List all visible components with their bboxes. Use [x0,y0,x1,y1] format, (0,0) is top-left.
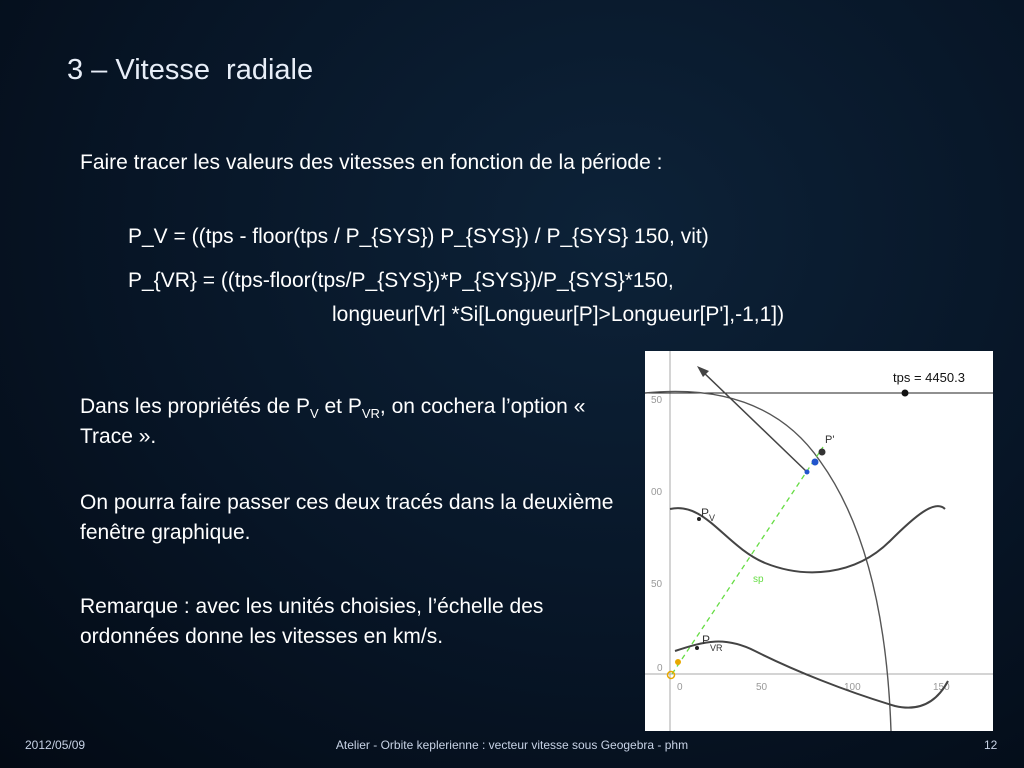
paragraph-remark: Remarque : avec les unités choisies, l’échelle des ordonnées donne les vitesses en km/s. [80,595,544,648]
sp-segment [672,447,823,674]
y-tick: 00 [651,487,663,498]
velocity-vector [701,370,807,472]
footer-title: Atelier - Orbite keplerienne : vecteur vitesse sous Geogebra - phm [335,738,689,752]
p1-text-a: Dans les propriétés de P [80,395,310,418]
pvr-label: P [702,633,711,647]
p1-text-b: et P [318,395,362,418]
sp-label: sp [753,574,764,585]
point-blue-small[interactable] [805,470,810,475]
focus-point[interactable] [675,659,681,665]
formula-pvr-line2: longueur[Vr] *Si[Longueur[P]>Longueur[P'],-1,1]) [332,303,785,326]
tps-label: tps = 4450.3 [893,370,965,385]
x-tick: 0 [677,682,683,693]
p1-sub-v: V [309,406,319,421]
orbit-arc [645,391,891,731]
point-pvr[interactable] [695,646,699,650]
pv-label: P [701,506,710,520]
p1-text-c: , on cochera l’option « Trace ». [80,395,586,448]
point-p-prime[interactable] [819,449,826,456]
pv-sub-label: V [709,513,716,523]
p-prime-label: P' [825,434,835,446]
graph-svg [645,351,993,731]
y-tick: 50 [651,579,663,590]
formula-pv: P_V = ((tps - floor(tps / P_{SYS}) P_{SYS}) / P_{SYS} 150, vit) [128,225,709,248]
formula-pvr-line1: P_{VR} = ((tps-floor(tps/P_{SYS})*P_{SYS})/P_{SYS}*150, [128,269,674,292]
slide-title: 3 – Vitesse radiale [67,54,314,86]
pvr-sub-label: VR [710,643,723,653]
y-tick: 0 [657,663,663,674]
geogebra-graph-screenshot [645,351,993,731]
x-tick: 150 [933,682,950,693]
y-tick: 50 [651,395,663,406]
tps-slider-point[interactable] [902,390,909,397]
x-tick: 50 [756,682,768,693]
x-tick: 100 [844,682,861,693]
intro-text: Faire tracer les valeurs des vitesses en fonction de la période : [80,151,663,174]
footer-page-number: 12 [984,738,998,752]
footer-date: 2012/05/09 [25,738,86,752]
paragraph-trace-option [80,392,620,452]
paragraph-second-window: On pourra faire passer ces deux tracés dans la deuxième fenêtre graphique. [80,491,614,544]
point-blue[interactable] [812,459,819,466]
p1-sub-vr: VR [361,406,380,421]
origin-point[interactable] [668,672,675,679]
